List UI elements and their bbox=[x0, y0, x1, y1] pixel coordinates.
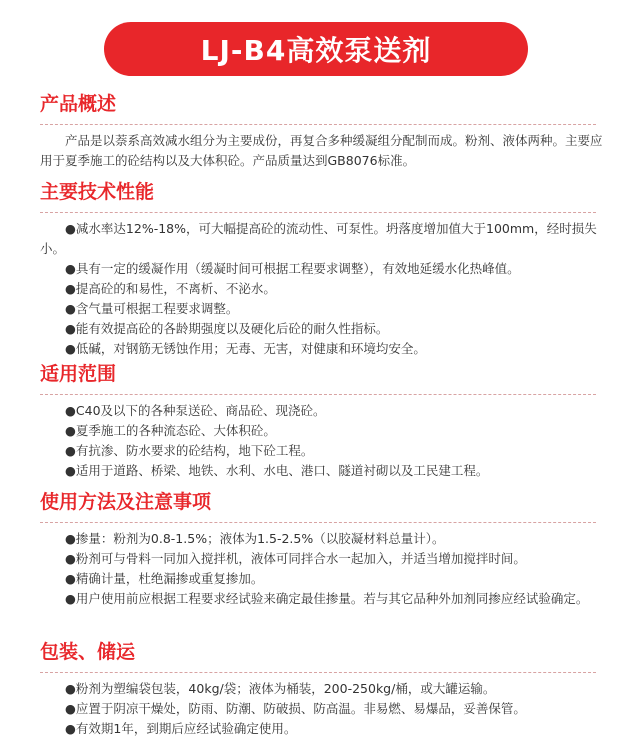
bullet-icon: ● bbox=[65, 403, 76, 418]
list-item bbox=[40, 679, 610, 699]
list-item-text: 减水率达12%-18%，可大幅提高砼的流动性、可泵性。坍落度增加值大于100mm，经时损失小。 bbox=[40, 221, 597, 256]
bullet-icon: ● bbox=[65, 551, 76, 566]
bullet-icon: ● bbox=[65, 571, 76, 586]
section-divider bbox=[40, 672, 596, 673]
list-item bbox=[40, 299, 610, 319]
list-item bbox=[40, 279, 610, 299]
list-item-text: 提高砼的和易性，不离析、不泌水。 bbox=[75, 281, 276, 296]
section-heading-packaging: 包装、储运 bbox=[40, 641, 136, 663]
section-heading-usage: 使用方法及注意事项 bbox=[40, 491, 212, 513]
list-item-text: 精确计量，杜绝漏掺或重复掺加。 bbox=[75, 571, 264, 586]
list-item bbox=[40, 719, 610, 739]
section-divider bbox=[40, 522, 596, 523]
bullet-icon: ● bbox=[65, 443, 76, 458]
bullet-icon: ● bbox=[65, 531, 76, 546]
bullet-icon: ● bbox=[65, 341, 76, 356]
scope-list bbox=[40, 401, 610, 481]
list-item bbox=[40, 401, 610, 421]
page-title bbox=[104, 22, 528, 76]
list-item-text: 掺量：粉剂为0.8-1.5%；液体为1.5-2.5%（以胶凝材料总量计）。 bbox=[75, 531, 445, 546]
section-packaging bbox=[40, 640, 610, 739]
bullet-icon: ● bbox=[65, 721, 76, 736]
list-item-text: 有效期1年，到期后应经试验确定使用。 bbox=[75, 721, 297, 736]
list-item-text: 具有一定的缓凝作用（缓凝时间可根据工程要求调整），有效地延缓水化热峰值。 bbox=[75, 261, 520, 276]
list-item-text: 粉剂为塑编袋包装，40kg/袋；液体为桶装，200-250kg/桶，或大罐运输。 bbox=[75, 681, 496, 696]
overview-paragraph: 产品是以萘系高效减水组分为主要成份，再复合多种缓凝组分配制而成。粉剂、液体两种。主要应用于夏季施工的砼结构以及大体积砼。产品质量达到GB8076标准。 bbox=[40, 133, 603, 168]
list-item-text: C40及以下的各种泵送砼、商品砼、现浇砼。 bbox=[75, 403, 326, 418]
list-item-text: 适用于道路、桥梁、地铁、水利、水电、港口、隧道衬砌以及工民建工程。 bbox=[75, 463, 489, 478]
list-item bbox=[40, 569, 610, 589]
list-item bbox=[40, 529, 610, 549]
page-title-text: LJ-B4高效泵送剂 bbox=[200, 34, 432, 67]
list-item bbox=[40, 339, 610, 359]
list-item-text: 粉剂可与骨料一同加入搅拌机，液体可同拌合水一起加入，并适当增加搅拌时间。 bbox=[75, 551, 526, 566]
bullet-icon: ● bbox=[65, 423, 76, 438]
section-overview bbox=[40, 92, 610, 171]
bullet-icon: ● bbox=[65, 281, 76, 296]
section-heading-overview: 产品概述 bbox=[40, 93, 117, 115]
section-divider bbox=[40, 394, 596, 395]
list-item bbox=[40, 589, 610, 609]
list-item bbox=[40, 259, 610, 279]
performance-list bbox=[40, 219, 610, 359]
list-item-text: 用户使用前应根据工程要求经试验来确定最佳掺量。若与其它品种外加剂同掺应经试验确定。 bbox=[75, 591, 589, 606]
section-heading-scope: 适用范围 bbox=[40, 363, 117, 385]
section-performance bbox=[40, 180, 610, 359]
section-divider bbox=[40, 124, 596, 125]
packaging-list bbox=[40, 679, 610, 739]
list-item bbox=[40, 441, 610, 461]
list-item bbox=[40, 219, 610, 259]
section-usage bbox=[40, 490, 610, 609]
list-item-text: 含气量可根据工程要求调整。 bbox=[75, 301, 239, 316]
bullet-icon: ● bbox=[65, 261, 76, 276]
bullet-icon: ● bbox=[65, 463, 76, 478]
bullet-icon: ● bbox=[65, 591, 76, 606]
list-item bbox=[40, 549, 610, 569]
list-item-text: 能有效提高砼的各龄期强度以及硬化后砼的耐久性指标。 bbox=[75, 321, 389, 336]
bullet-icon: ● bbox=[65, 301, 76, 316]
list-item bbox=[40, 421, 610, 441]
bullet-icon: ● bbox=[65, 681, 76, 696]
list-item-text: 低碱，对钢筋无锈蚀作用；无毒、无害，对健康和环境均安全。 bbox=[75, 341, 426, 356]
list-item-text: 有抗渗、防水要求的砼结构，地下砼工程。 bbox=[75, 443, 314, 458]
section-divider bbox=[40, 212, 596, 213]
bullet-icon: ● bbox=[65, 221, 76, 236]
list-item-text: 应置于阴凉干燥处，防雨、防潮、防破损、防高温。非易燃、易爆品，妥善保管。 bbox=[75, 701, 526, 716]
bullet-icon: ● bbox=[65, 701, 76, 716]
list-item bbox=[40, 699, 610, 719]
section-heading-performance: 主要技术性能 bbox=[40, 181, 155, 203]
section-scope bbox=[40, 362, 610, 481]
list-item bbox=[40, 461, 610, 481]
list-item-text: 夏季施工的各种流态砼、大体积砼。 bbox=[75, 423, 276, 438]
bullet-icon: ● bbox=[65, 321, 76, 336]
usage-list bbox=[40, 529, 610, 609]
list-item bbox=[40, 319, 610, 339]
